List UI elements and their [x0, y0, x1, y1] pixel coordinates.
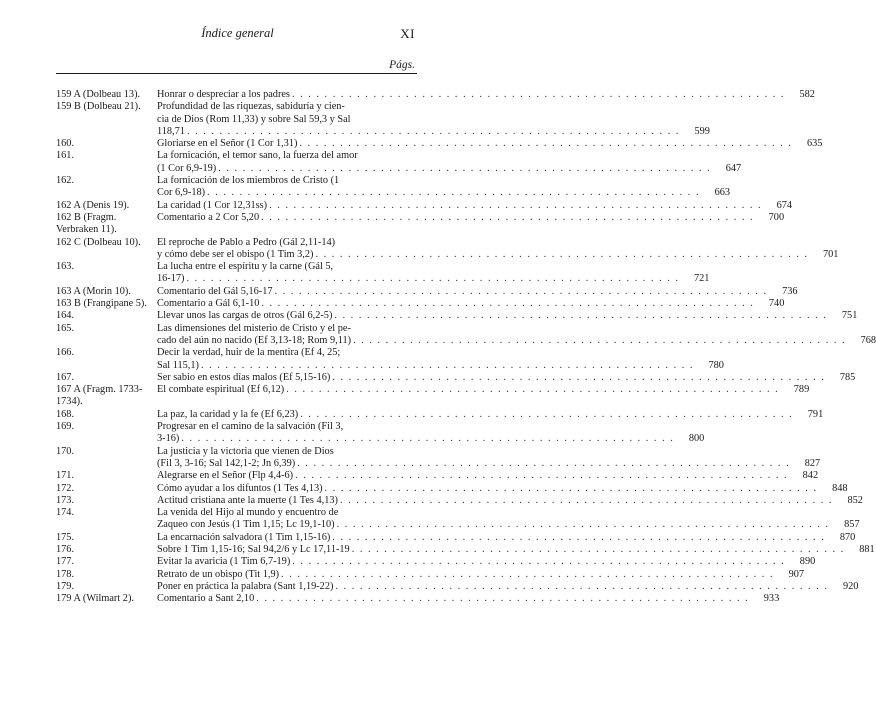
- entry-title-text: Retrato de un obispo (Tit 1,9): [157, 568, 280, 580]
- page-ref: 881: [859, 543, 875, 555]
- sermon-number: 167 A (Fragm. 1733-1734).: [56, 384, 143, 408]
- leader-dots: [332, 372, 825, 384]
- toc-entry: [56, 531, 856, 544]
- entry-content: [157, 138, 822, 150]
- leader-dots: [187, 126, 680, 138]
- entry-line: [157, 249, 838, 261]
- sermon-number: 179.: [56, 580, 75, 592]
- sermon-number: 159 A (Dolbeau 13).: [56, 89, 141, 100]
- sermon-number: 162.: [56, 175, 75, 187]
- leader-dots: [256, 593, 749, 605]
- leader-dots: [261, 212, 754, 224]
- entry-title-text: Cómo ayudar a los difuntos (1 Tes 4,13): [157, 482, 323, 494]
- toc-entry: [56, 556, 816, 568]
- entry-title-text: Las dimensiones del misterio de Cristo y el pe-: [157, 322, 351, 334]
- entry-title-text: 16-17): [157, 273, 185, 285]
- entry-line: [157, 409, 823, 421]
- leader-dots: [181, 433, 674, 445]
- page-ref: 920: [842, 580, 859, 592]
- entry-title-text: Sobre 1 Tim 1,15-16; Sal 94,2/6 y Lc 17,11-19: [157, 543, 350, 555]
- entry-line: [157, 593, 779, 605]
- toc-entry: [56, 322, 876, 348]
- toc-entry: [56, 236, 839, 262]
- leader-dots: [335, 581, 828, 593]
- running-title: Índice general: [201, 26, 274, 40]
- entry-line: [157, 286, 798, 298]
- entry-line: [157, 458, 820, 470]
- sermon-number: 171.: [56, 470, 75, 482]
- entry-content: [157, 532, 855, 544]
- leader-dots: [299, 138, 792, 150]
- entry-title-text: Comentario del Gál 5,16-17: [157, 285, 273, 297]
- entry-title-text: El combate espiritual (Ef 6,12): [157, 384, 285, 396]
- page-ref: 701: [822, 248, 839, 260]
- toc-entry: [56, 482, 848, 495]
- leader-dots: [337, 519, 830, 531]
- entry-line: [157, 89, 815, 101]
- entry-title-text: Actitud cristiana ante la muerte (1 Tes 4,13): [157, 494, 338, 506]
- entry-content: [157, 372, 855, 384]
- entry-title-text: Comentario a 2 Cor 5,20: [157, 211, 260, 223]
- page-ref: 674: [776, 199, 793, 211]
- page-ref: 635: [806, 138, 823, 150]
- leader-dots: [218, 163, 711, 175]
- page-ref: 791: [807, 408, 824, 420]
- toc-entry: [56, 593, 780, 605]
- toc-entry: [56, 568, 805, 581]
- page-ref: 870: [839, 531, 856, 543]
- leader-dots: [186, 273, 679, 285]
- page-header: [60, 26, 415, 42]
- entry-line: [157, 273, 709, 285]
- sermon-number: 162 B (Fragm. Verbraken 11).: [56, 211, 117, 236]
- entry-line: [157, 507, 860, 519]
- toc-entry: [56, 470, 819, 482]
- entry-line: [157, 495, 863, 507]
- sermon-number: 163 B (Frangipane 5).: [56, 298, 147, 310]
- toc-entry: [56, 371, 856, 384]
- entry-title-text: Profundidad de las riquezas, sabiduría y cien-: [157, 101, 345, 113]
- entry-line: [157, 581, 858, 593]
- entry-line: [157, 470, 818, 482]
- toc-entry: [56, 199, 793, 212]
- entry-title-text: Alegrarse en el Señor (Flp 4,4-6): [157, 470, 294, 482]
- entry-line: [157, 114, 710, 126]
- page-ref: 827: [804, 457, 821, 469]
- sermon-number: 176.: [56, 543, 75, 555]
- toc-entry: [56, 421, 705, 446]
- entry-line: [157, 126, 710, 138]
- sermon-number: 178.: [56, 568, 75, 580]
- entry-title-text: Progresar en el camino de la salvación (Fil 3,: [157, 421, 344, 433]
- entry-line: [157, 261, 709, 273]
- entry-line: [157, 187, 730, 199]
- entry-title-text: Gloriarse en el Señor (1 Cor 1,31): [157, 138, 298, 150]
- sermon-number: 161.: [56, 150, 75, 162]
- toc-entry: [56, 445, 821, 471]
- leader-dots: [295, 470, 788, 482]
- entry-line: [157, 101, 710, 113]
- entry-line: [157, 150, 741, 162]
- entry-title-text: Poner en práctica la palabra (Sant 1,19-22): [157, 580, 334, 592]
- entry-line: [157, 483, 848, 495]
- toc-entry: [56, 507, 860, 532]
- entry-title-text: El reproche de Pablo a Pedro (Gál 2,11-14): [157, 236, 336, 248]
- leader-dots: [352, 544, 845, 556]
- entry-line: [157, 237, 838, 249]
- entry-content: [157, 323, 876, 348]
- page-ref: 740: [768, 298, 785, 310]
- sermon-number: 179 A (Wilmart 2).: [56, 593, 134, 605]
- entry-line: [157, 384, 809, 396]
- entry-title-text: La caridad (1 Cor 12,31ss): [157, 199, 268, 211]
- entry-content: [157, 261, 709, 286]
- leader-dots: [275, 286, 768, 298]
- sermon-number: 168.: [56, 408, 75, 420]
- toc-entry: [56, 285, 798, 298]
- entry-title-text: cado del aún no nacido (Ef 3,13-18; Rom 9,11): [157, 334, 352, 346]
- page-ref: 663: [714, 187, 731, 199]
- entry-title-text: cia de Dios (Rom 11,33) y sobre Sal 59,3 y Sal: [157, 113, 351, 125]
- sermon-number: 177.: [56, 556, 75, 568]
- page-number: XI: [400, 26, 415, 41]
- page-ref: 768: [860, 334, 876, 346]
- entry-content: [157, 347, 724, 372]
- entry-content: [157, 495, 863, 507]
- entry-content: [157, 237, 838, 262]
- toc-entry: [56, 298, 785, 310]
- toc-entry: [56, 543, 875, 556]
- entry-title-text: (Fil 3, 3-16; Sal 142,1-2; Jn 6,39): [157, 457, 296, 469]
- entry-line: [157, 138, 822, 150]
- leader-dots: [332, 532, 825, 544]
- entry-title-text: La venida del Hijo al mundo y encuentro de: [157, 507, 339, 519]
- entry-title-text: La paz, la caridad y la fe (Ef 6,23): [157, 408, 299, 420]
- leader-dots: [297, 458, 790, 470]
- page-ref: 700: [768, 211, 785, 223]
- toc-entry: [56, 138, 823, 150]
- sermon-number: 167.: [56, 371, 75, 383]
- entry-content: [157, 286, 798, 298]
- toc-entry: [56, 347, 724, 372]
- toc-entry: [56, 101, 710, 138]
- entry-content: [157, 593, 779, 605]
- entry-title-text: Evitar la avaricia (1 Tim 6,7-19): [157, 556, 291, 568]
- entry-content: [157, 384, 809, 396]
- entry-title-text: La lucha entre el espíritu y la carne (Gál 5,: [157, 261, 334, 273]
- entry-content: [157, 212, 784, 224]
- page-ref: 907: [788, 568, 805, 580]
- entry-line: [157, 175, 730, 187]
- toc-entry: [56, 150, 742, 175]
- entry-line: [157, 163, 741, 175]
- sermon-number: 173.: [56, 494, 75, 506]
- entry-content: [157, 150, 741, 175]
- page-ref: 599: [694, 125, 710, 137]
- table-of-contents: [56, 89, 876, 605]
- entry-line: [157, 569, 804, 581]
- entry-line: [157, 446, 820, 458]
- entry-line: [157, 200, 792, 212]
- leader-dots: [325, 483, 818, 495]
- page-ref: 842: [802, 470, 819, 482]
- leader-dots: [340, 495, 833, 507]
- entry-content: [157, 298, 784, 310]
- toc-entry: [56, 408, 824, 421]
- entry-line: [157, 532, 855, 544]
- leader-dots: [207, 187, 700, 199]
- entry-line: [157, 360, 724, 372]
- entry-title-text: Cor 6,9-18): [157, 187, 206, 199]
- page-ref: 789: [793, 384, 810, 396]
- sermon-number: 163 A (Morin 10).: [56, 285, 131, 297]
- sermon-number: 165.: [56, 322, 75, 334]
- page-ref: 582: [799, 89, 815, 100]
- page-ref: 890: [799, 556, 816, 568]
- page-ref: 647: [725, 162, 742, 174]
- toc-entry: [56, 261, 710, 286]
- entry-line: [157, 310, 857, 322]
- entry-line: [157, 298, 784, 310]
- sermon-number: 159 B (Dolbeau 21).: [56, 101, 141, 113]
- entry-title-text: Honrar o despreciar a los padres: [157, 89, 290, 100]
- entry-title-text: 3-16): [157, 433, 180, 445]
- sermon-number: 162 C (Dolbeau 10).: [56, 236, 141, 248]
- entry-title-text: Decir la verdad, huir de la mentira (Ef 4, 25;: [157, 347, 341, 359]
- entry-content: [157, 89, 815, 101]
- page-ref: 852: [847, 494, 863, 506]
- leader-dots: [300, 409, 793, 421]
- entry-content: [157, 175, 730, 200]
- sermon-number: 174.: [56, 507, 75, 519]
- leader-dots: [286, 384, 779, 396]
- leader-dots: [269, 200, 762, 212]
- toc-entry: [56, 384, 810, 409]
- page-ref: 933: [763, 593, 780, 605]
- page-ref: 857: [844, 519, 860, 531]
- entry-title-text: Zaqueo con Jesús (1 Tim 1,15; Lc 19,1-10): [157, 519, 335, 531]
- entry-content: [157, 507, 860, 532]
- sermon-number: 160.: [56, 138, 75, 150]
- sermon-number: 162 A (Denis 19).: [56, 199, 130, 211]
- entry-title-text: Llevar unos las cargas de otros (Gál 6,2-5): [157, 310, 333, 322]
- entry-line: [157, 212, 784, 224]
- entry-line: [157, 323, 876, 335]
- entry-content: [157, 556, 815, 568]
- sermon-number: 164.: [56, 310, 75, 322]
- pages-column-label: Págs.: [389, 59, 415, 71]
- sermon-number: 170.: [56, 445, 75, 457]
- entry-content: [157, 310, 857, 322]
- page-ref: 736: [782, 285, 798, 297]
- leader-dots: [292, 556, 785, 568]
- entry-title-text: La encarnación salvadora (1 Tim 1,15-16): [157, 531, 331, 543]
- page-ref: 800: [688, 433, 705, 445]
- entry-content: [157, 409, 823, 421]
- entry-title-text: La fornicación de los miembros de Cristo (1: [157, 175, 340, 187]
- toc-entry: [56, 494, 863, 507]
- entry-title-text: Comentario a Gál 6,1-10: [157, 298, 260, 310]
- entry-content: [157, 101, 710, 138]
- sermon-number: 175.: [56, 531, 75, 543]
- leader-dots: [353, 335, 846, 347]
- entry-line: [157, 544, 875, 556]
- entry-title-text: Ser sabio en estos días malos (Ef 5,15-16): [157, 371, 331, 383]
- page-ref: 780: [708, 359, 724, 371]
- entry-title-text: y cómo debe ser el obispo (1 Tim 3,2): [157, 248, 314, 260]
- toc-entry: [56, 211, 785, 237]
- entry-content: [157, 470, 818, 482]
- entry-title-text: 118,71: [157, 125, 185, 137]
- toc-entry: [56, 580, 859, 593]
- entry-line: [157, 556, 815, 568]
- sermon-number: 172.: [56, 482, 75, 494]
- entry-title-text: Sal 115,1): [157, 359, 199, 371]
- leader-dots: [334, 310, 827, 322]
- entry-content: [157, 483, 848, 495]
- entry-line: [157, 335, 876, 347]
- entry-line: [157, 347, 724, 359]
- toc-entry: [56, 310, 858, 322]
- entry-line: [157, 372, 855, 384]
- leader-dots: [315, 249, 808, 261]
- entry-line: [157, 433, 704, 445]
- entry-title-text: Comentario a Sant 2,10: [157, 593, 255, 605]
- entry-content: [157, 200, 792, 212]
- entry-content: [157, 544, 875, 556]
- entry-title-text: La justicia y la victoria que vienen de Dios: [157, 445, 334, 457]
- toc-entry: [56, 89, 815, 101]
- page-ref: 721: [693, 273, 710, 285]
- sermon-number: 166.: [56, 347, 75, 359]
- header-rule: [56, 73, 417, 74]
- entry-line: [157, 519, 860, 531]
- sermon-number: 169.: [56, 421, 75, 433]
- page-ref: 785: [839, 371, 856, 383]
- leader-dots: [201, 360, 694, 372]
- entry-content: [157, 569, 804, 581]
- entry-content: [157, 421, 704, 446]
- entry-title-text: (1 Cor 6,9-19): [157, 162, 217, 174]
- sermon-number: 163.: [56, 261, 75, 273]
- leader-dots: [292, 89, 785, 101]
- entry-line: [157, 421, 704, 433]
- page-ref: 751: [841, 310, 858, 322]
- leader-dots: [281, 569, 774, 581]
- entry-content: [157, 446, 820, 471]
- entry-content: [157, 581, 858, 593]
- page-ref: 848: [832, 482, 848, 494]
- toc-entry: [56, 175, 731, 200]
- entry-title-text: La fornicación, el temor sano, la fuerza del amor: [157, 150, 358, 162]
- leader-dots: [261, 298, 754, 310]
